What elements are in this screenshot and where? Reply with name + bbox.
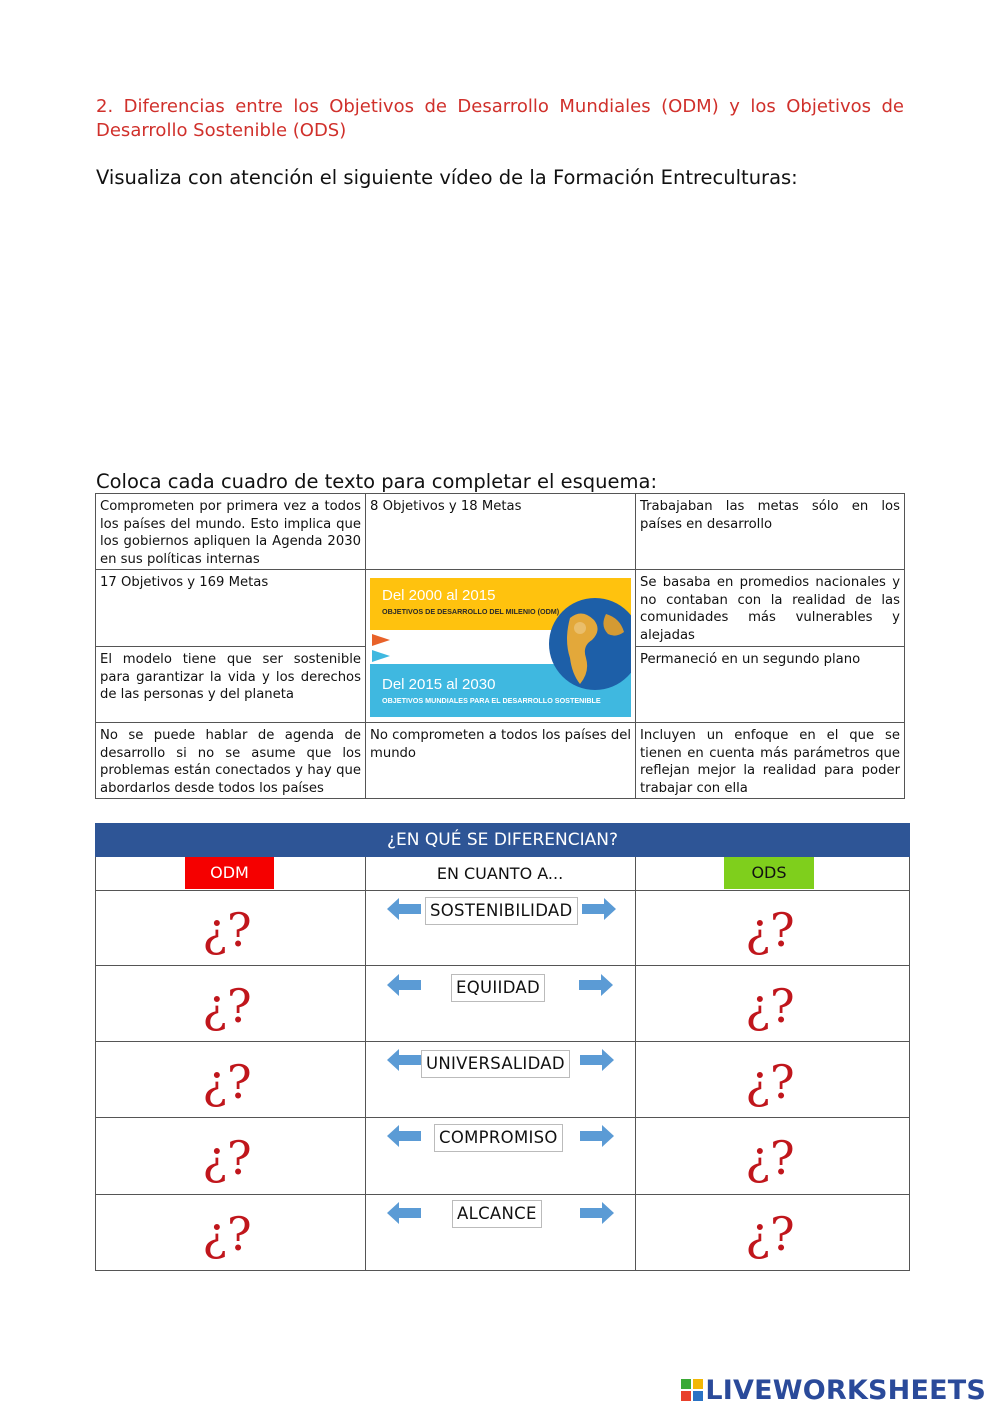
- odm-answer-slot[interactable]: ¿?: [202, 1207, 252, 1261]
- criterion-universalidad: UNIVERSALIDAD: [421, 1050, 570, 1078]
- ods-label: ODS: [724, 857, 814, 889]
- drag-box[interactable]: No se puede hablar de agenda de desarrollo si no se asume que los problemas están conectados y hay que abordarlos desde todos los países: [95, 722, 366, 799]
- odm-answer-slot[interactable]: ¿?: [202, 1055, 252, 1109]
- comparison-table: [95, 823, 910, 1271]
- arrow-left-icon: [387, 1049, 421, 1071]
- brand-name: LIVEWORKSHEETS: [705, 1374, 986, 1406]
- arrow-left-icon: [387, 1125, 421, 1147]
- liveworksheets-mark-icon: [681, 1379, 703, 1401]
- ods-answer-slot[interactable]: ¿?: [745, 979, 795, 1033]
- arrow-right-icon: [582, 898, 616, 920]
- liveworksheets-logo: [681, 1373, 986, 1407]
- criteria-header: EN CUANTO A...: [436, 864, 564, 883]
- arrow-right-icon: [580, 1125, 614, 1147]
- drag-box[interactable]: 17 Objetivos y 169 Metas: [95, 569, 366, 647]
- odm-ods-banner: [370, 578, 631, 717]
- ods-answer-slot[interactable]: ¿?: [745, 1131, 795, 1185]
- section-heading: 2. Diferencias entre los Objetivos de Desarrollo Mundiales (ODM) y los Objetivos de Desarrollo Sostenible (ODS): [96, 96, 904, 141]
- comparison-title: ¿EN QUÉ SE DIFERENCIAN?: [95, 823, 910, 857]
- drag-box[interactable]: Se basaba en promedios nacionales y no contaban con la realidad de las comunidades más vulnerables y alejadas: [635, 569, 905, 647]
- drag-box[interactable]: Trabajaban las metas sólo en los países en desarrollo: [635, 493, 905, 570]
- odm-answer-slot[interactable]: ¿?: [202, 903, 252, 957]
- arrow-right-icon: [579, 974, 613, 996]
- banner-bottom-subtitle: OBJETIVOS MUNDIALES PARA EL DESARROLLO SOSTENIBLE: [382, 696, 601, 705]
- ods-answer-slot[interactable]: ¿?: [745, 1055, 795, 1109]
- banner-top-title: Del 2000 al 2015: [382, 587, 496, 604]
- odm-answer-slot[interactable]: ¿?: [202, 1131, 252, 1185]
- banner-graphic: [370, 578, 631, 717]
- drag-box[interactable]: No comprometen a todos los países del mundo: [365, 722, 636, 799]
- banner-top-subtitle: OBJETIVOS DE DESARROLLO DEL MILENIO (ODM): [382, 607, 560, 616]
- drag-box[interactable]: Permaneció en un segundo plano: [635, 646, 905, 723]
- drag-box[interactable]: El modelo tiene que ser sostenible para garantizar la vida y los derechos de las personas y del planeta: [95, 646, 366, 723]
- drag-box[interactable]: 8 Objetivos y 18 Metas: [365, 493, 636, 570]
- criterion-compromiso: COMPROMISO: [434, 1124, 563, 1152]
- drag-box[interactable]: Incluyen un enfoque en el que se tienen en cuenta más parámetros que reflejan mejor la realidad para poder trabajar con ella: [635, 722, 905, 799]
- banner-bottom-title: Del 2015 al 2030: [382, 676, 496, 693]
- arrow-right-icon: [580, 1202, 614, 1224]
- placement-instruction: Coloca cada cuadro de texto para completar el esquema:: [96, 470, 658, 493]
- criterion-alcance: ALCANCE: [452, 1200, 542, 1228]
- odm-answer-slot[interactable]: ¿?: [202, 979, 252, 1033]
- arrow-right-icon: [580, 1049, 614, 1071]
- criterion-sostenibilidad: SOSTENIBILIDAD: [425, 897, 578, 925]
- video-instruction: Visualiza con atención el siguiente vídeo de la Formación Entreculturas:: [96, 166, 798, 189]
- arrow-left-icon: [387, 898, 421, 920]
- arrow-left-icon: [387, 974, 421, 996]
- ods-answer-slot[interactable]: ¿?: [745, 903, 795, 957]
- odm-label: ODM: [185, 857, 274, 889]
- arrow-left-icon: [387, 1202, 421, 1224]
- criterion-equidad: EQUIIDAD: [451, 974, 545, 1002]
- ods-answer-slot[interactable]: ¿?: [745, 1207, 795, 1261]
- drag-box[interactable]: Comprometen por primera vez a todos los países del mundo. Esto implica que los gobiernos apliquen la Agenda 2030 en sus políticas internas: [95, 493, 366, 570]
